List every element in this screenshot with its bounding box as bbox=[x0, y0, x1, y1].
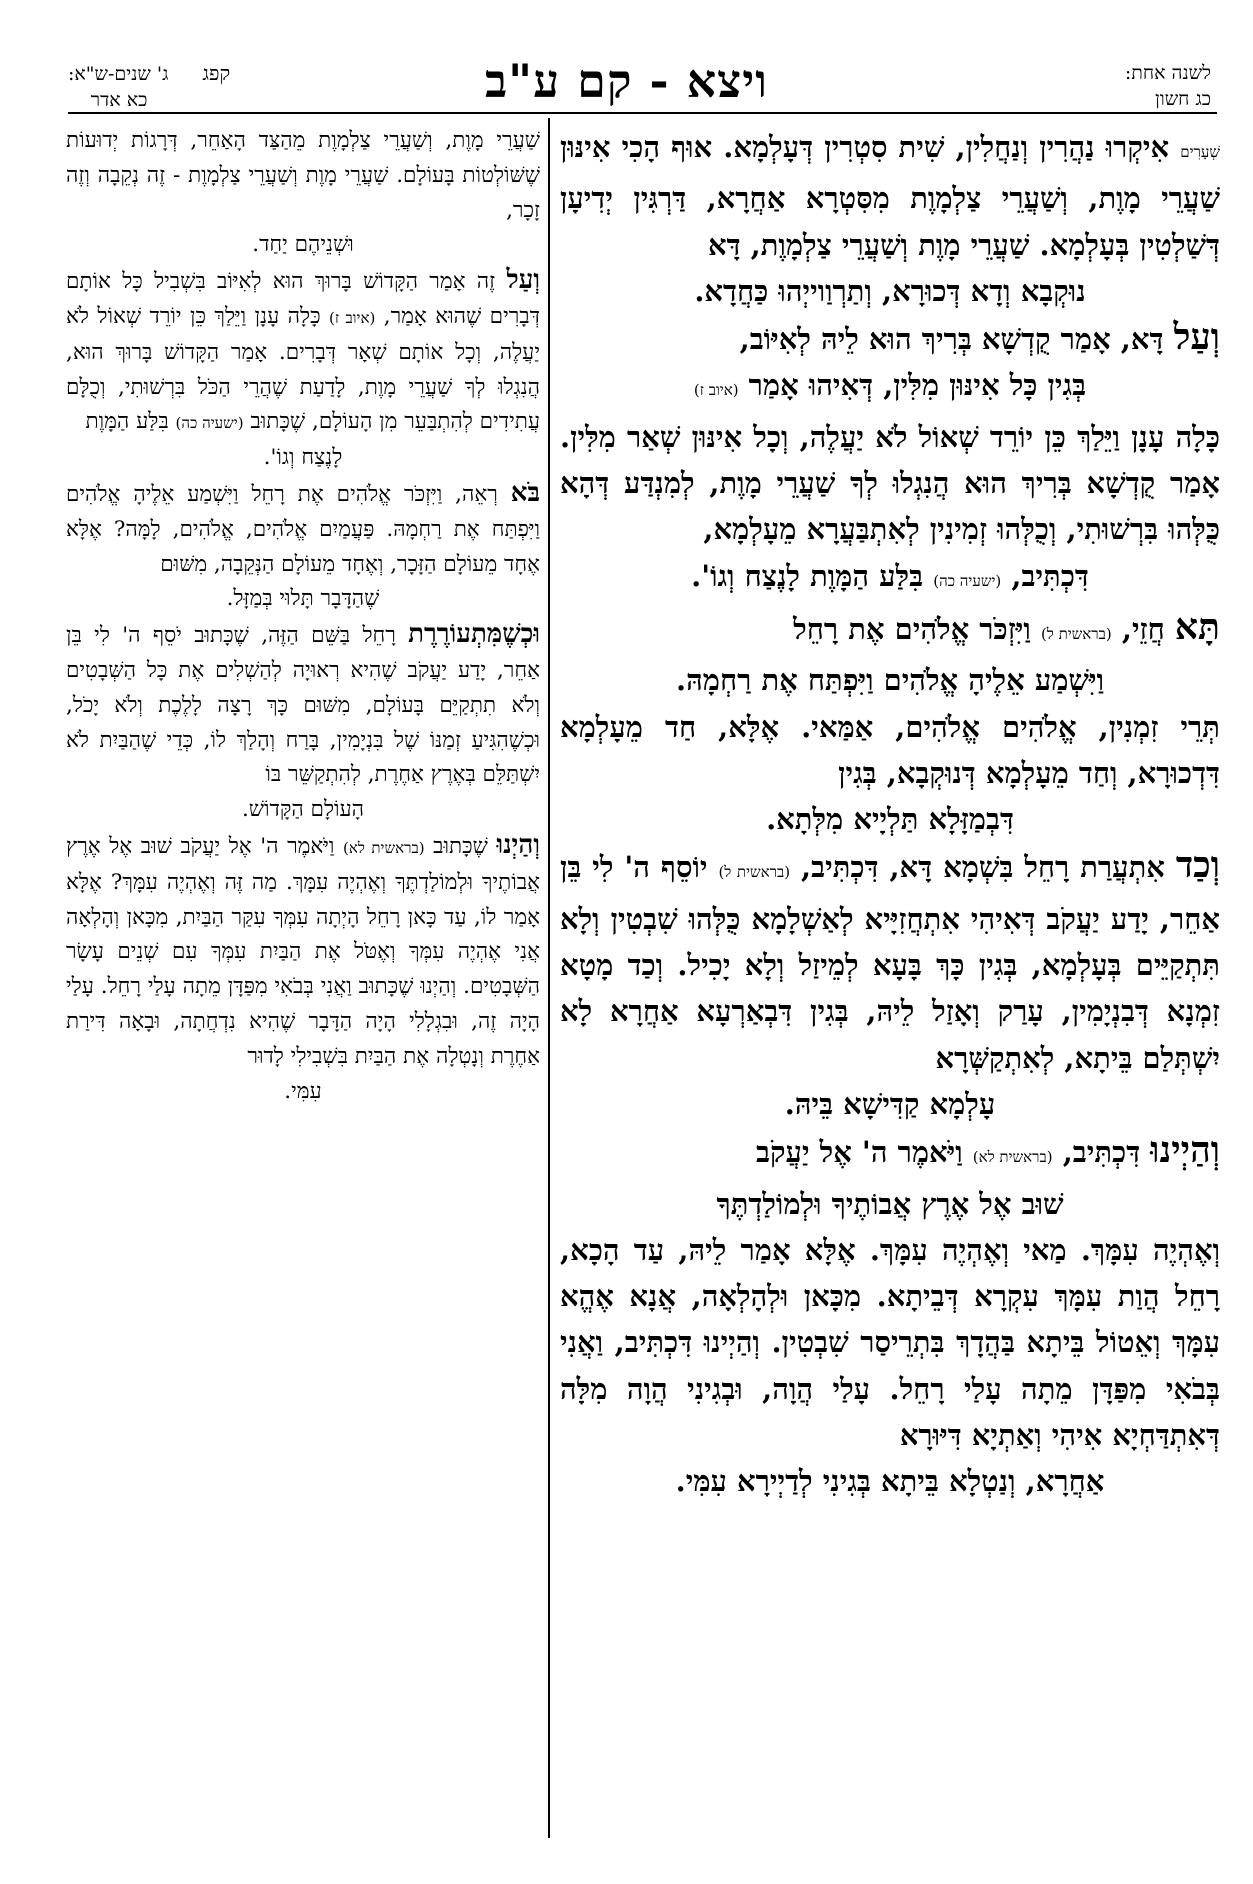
main-paragraph-4-end: עָלְמָא קַדִּישָׁא בֵּיהּ. bbox=[784, 1086, 996, 1121]
side-p3-text: רְאֵה, וַיִּזְכֹּר אֱלֹהִים אֶת רָחֵל וַיִּשְׁמַע אֵלֶיהָ אֱלֹהִים וַיִּפְתַּח אֶת רַחְמָהּ. פַּעֲמַיִם אֱלֹהִים, אֱלֹהִים, לָמָּה? אֶלָּא אֶחָד מֵעוֹלָם הַזָּכָר, וְאֶחָד מֵעוֹלָם הַנְּקֵבָה, מִשּׁוּם bbox=[66, 481, 540, 577]
source-citation: (בראשית לא) bbox=[343, 838, 425, 857]
main-p3-text1a: חֲזֵי, bbox=[1121, 611, 1165, 646]
main-paragraph-5 bbox=[560, 1127, 1220, 1180]
main-p1-text: אִיקְרוּ נַהֲרִין וְנַחֲלִין, שִׁית סִטְרִין דְּעָלְמָא. אוּף הָכִי אִינּוּן שַׁעֲרֵי מָוֶת, וְשַׁעֲרֵי צַלְמָוֶת מִסִּטְרָא אַחֲרָא, דַּרְגִּין יְדִיעָן דְּשַׁלְטִין בְּעָלְמָא. שַׁעֲרֵי מָוֶת וְשַׁעֲרֵי צַלְמָוֶת, דָּא bbox=[560, 130, 1220, 262]
opening-word: תָּא bbox=[1174, 605, 1220, 648]
header-cycle-three-years: ג' שנים-ש"א: bbox=[68, 63, 169, 85]
main-text-column bbox=[560, 124, 1220, 1505]
side-paragraph-3-end: שֶׁהַדָּבָר תָּלוּי בְּמַזָּל. bbox=[226, 586, 380, 612]
main-paragraph-3-end: דִּבְמַזָּלָא תַּלְיָיא מִלְּתָא. bbox=[766, 802, 1014, 837]
side-paragraph-1-end: וּשְׁנֵיהֶם יַחַד. bbox=[252, 232, 354, 258]
main-paragraph-2-line bbox=[560, 362, 1220, 413]
main-p3-text1b: וַיִּזְכֹּר אֱלֹהִים אֶת רָחֵל bbox=[793, 611, 1031, 646]
main-paragraph-3 bbox=[560, 604, 1220, 657]
header-cycle-one-year: לשנה אחת: bbox=[1124, 62, 1211, 84]
opening-word: בֹּא bbox=[510, 477, 540, 508]
source-citation: (ישעיה כה) bbox=[175, 414, 244, 433]
side-paragraph-4-end: הָעוֹלָם הַקָּדוֹשׁ. bbox=[241, 797, 365, 823]
side-paragraph-2-end: לָנֶצַח וְגוֹ'. bbox=[263, 445, 343, 471]
header-date-cheshvan: כג חשון bbox=[1155, 88, 1211, 110]
main-p2-text2: בְּגִין כָּל אִינּוּן מִלִּין, דְּאִיהוּ אָמַר bbox=[748, 368, 1087, 403]
opening-word: וְהַיְנוּ bbox=[496, 829, 540, 860]
opening-word: וְכַד bbox=[1175, 844, 1220, 887]
side-paragraph-2 bbox=[66, 263, 540, 441]
header-page-number: קפג bbox=[202, 61, 231, 85]
opening-word: וְעַל bbox=[1173, 316, 1220, 359]
main-paragraph-5-body: וְאֶהְיֶה עִמָּךְ. מַאי וְאֶהְיֶה עִמָּךְ. אֶלָּא אָמַר לֵיהּ, עַד הָכָא, רָחֵל הֲוַת עִמָּךְ עִקְרָא דְּבֵיתָא. מִכָּאן וּלְהָלְאָה, אֲנָא אֶהֱא עִמָּךְ וְאֵטוֹל בֵּיתָא בַּהֲדָךְ בִּתְרֵיסַר שִׁבְטִין. וְהַיְינוּ דִּכְתִּיב, וַאֲנִי בְּבֹאִי מִפַּדָּן מֵתָה עָלַי רָחֵל. עָלַי הֲוָה, וּבְגִינִי הֲוָה מִלָּה דְּאִתְדַּחְיָא אִיהִי וְאַתְיָא דִּיּוּרָא bbox=[560, 1232, 1220, 1453]
main-p2-text: דָּא, אָמַר קֻדְשָׁא בְּרִיךְ הוּא לֵיהּ לְאִיּוֹב, bbox=[739, 322, 1164, 357]
source-citation: (איוב ז) bbox=[693, 381, 739, 400]
source-citation: (בראשית לא) bbox=[972, 1148, 1053, 1167]
side-p2-text1b: כָּלָה עָנָן וַיֵּלַךְ כֵּן יוֹרֵד שְׁאוֹל לֹא יַעֲלֶה, וְכָל אוֹתָם שְׁאָר דְּבָרִים. אָמַר הַקָּדוֹשׁ בָּרוּךְ הוּא, הֲנִגְלוּ לְךָ שַׁעֲרֵי מָוֶת, לָדַעַת שֶׁהֲרֵי הַכֹּל בִּרְשׁוּתִי, וְכֻלָּם עֲתִידִים לְהִתְבַּעֵר מִן הָעוֹלָם, bbox=[66, 303, 540, 435]
opening-word: וְהַיְינוּ bbox=[1150, 1129, 1220, 1172]
main-p5-text1b: וַיֹּאמֶר ה' אֶל יַעֲקֹב bbox=[756, 1135, 963, 1170]
header-left bbox=[68, 60, 230, 113]
side-p4-text: רָחֵל בַּשֵּׁם הַזֶּה, שֶׁכָּתוּב יֹסֵף ה' לִי בֵּן אַחֵר, יָדַע יַעֲקֹב שֶׁהִיא רְאוּיָה לְהַשְׁלִים אֶת כָּל הַשְּׁבָטִים וְלֹא תִתְקַיֵּם בָּעוֹלָם, מִשּׁוּם כָּךְ רָצָה לָלֶכֶת וְלֹא יָכֹל, וּכְשֶׁהִגִּיעַ זְמַנּוֹ שֶׁל בִּנְיָמִין, בָּרַח וְהָלַךְ לוֹ, כְּדֵי שֶׁהַבַּיִת לֹא יִשְׁתַּלֵּם בְּאֶרֶץ אַחֶרֶת, לְהִתְקַשֵּׁר בּוֹ bbox=[66, 623, 540, 788]
page-header bbox=[0, 0, 1253, 118]
source-citation: (בראשית ל) bbox=[1040, 624, 1112, 643]
main-p4-text1: אִתְעֲרַת רָחֵל בִּשְׁמָא דָּא, דִּכְתִּיב, bbox=[801, 850, 1165, 885]
translation-column bbox=[66, 124, 540, 1109]
opening-word: וְעַל bbox=[506, 265, 540, 296]
main-paragraph-3-verse: וַיִּשְׁמַע אֵלֶיהָ אֱלֹהִים וַיִּפְתַּח אֶת רַחְמָהּ. bbox=[675, 663, 1104, 698]
side-paragraph-1: שַׁעֲרֵי מָוֶת, וְשַׁעֲרֵי צַלְמָוֶת מֵהַצַּד הָאַחֵר, דְּרָגוֹת יְדוּעוֹת שֶׁשּׁוֹלְטוֹת בָּעוֹלָם. שַׁעֲרֵי מָוֶת וְשַׁעֲרֵי צַלְמָוֶת - זֶה נְקֵבָה וְזֶה זָכָר, bbox=[66, 128, 540, 223]
main-paragraph-4 bbox=[560, 842, 1220, 1080]
side-p5-text1a: שֶׁכָּתוּב bbox=[433, 833, 488, 859]
column-divider bbox=[548, 118, 550, 1838]
main-p5-text1a: דִּכְתִּיב, bbox=[1062, 1135, 1141, 1170]
side-paragraph-4 bbox=[66, 617, 540, 793]
main-paragraph-5-end: אַחֲרָא, וְנַטְלָא בֵּיתָא בְּגִינִי לְדַיְירָא עִמִּי. bbox=[675, 1464, 1105, 1499]
main-paragraph-2-end bbox=[560, 553, 1220, 604]
opening-word: וּכְשֶׁמִּתְעוֹרֶרֶת bbox=[408, 619, 540, 650]
main-paragraph-3-body: תְּרֵי זִמְנִין, אֱלֹהִים אֱלֹהִים, אַמַּאי. אֶלָּא, חַד מֵעָלְמָא דִּדְכוּרָא, וְחַד מֵעָלְמָא דְּנוּקְבָא, בְּגִין bbox=[560, 709, 1220, 790]
header-date-adar: כא אדר bbox=[90, 89, 148, 111]
side-p2-text2b: בִּלַּע הַמָּוֶת bbox=[85, 409, 169, 435]
source-citation: (איוב ז) bbox=[329, 308, 376, 327]
source-citation: (ישעיה כה) bbox=[933, 571, 1002, 590]
side-paragraph-3 bbox=[66, 476, 540, 582]
source-citation: (בראשית ל) bbox=[718, 863, 791, 882]
header-right bbox=[1125, 60, 1211, 112]
main-p2-text4b: בִּלַּע הַמָּוֶת לָנֶצַח וְגוֹ'. bbox=[691, 558, 924, 593]
side-p5-text1b: וַיֹּאמֶר ה' אֶל יַעֲקֹב שׁוּב אֶל אֶרֶץ אֲבוֹתֶיךָ וּלְמוֹלַדְתֶּךָ וְאֶהְיֶה עִמָּךְ. מַה זֶּה וְאֶהְיֶה עִמָּךְ? אֶלָּא אָמַר לוֹ, עַד כָּאן רָחֵל הָיְתָה עִמְּךָ עִקַּר הַבַּיִת, מִכָּאן וְהָלְאָה אֲנִי אֶהְיֶה עִמְּךָ וְאֶטֹּל אֶת הַבַּיִת עִמְּךָ עִם שְׁנֵים עָשָׂר הַשְּׁבָטִים. וְהַיְנוּ שֶׁכָּתוּב וַאֲנִי בְּבֹאִי מִפַּדָּן מֵתָה עָלַי רָחֵל. עָלַי הָיָה זֶה, וּבִגְלָלִי הָיָה הַדָּבָר שֶׁהִיא נִדְחֲתָה, וּבָאָה דִּירַת אַחֶרֶת וְנָטְלָה אֶת הַבַּיִת בִּשְׁבִילִי לָדוּר bbox=[66, 833, 540, 1069]
side-paragraph-5 bbox=[66, 828, 540, 1075]
side-p2-text2a: שֶׁכָּתוּב bbox=[250, 409, 306, 435]
main-paragraph-5-verse: שׁוּב אֶל אֶרֶץ אֲבוֹתֶיךָ וּלְמוֹלַדְתֶּךָ bbox=[716, 1186, 1064, 1221]
main-paragraph-1-end: נוּקְבָא וְדָא דְּכוּרָא, וְתַרְוַוייְהוּ כַּחֲדָא. bbox=[694, 273, 1086, 308]
header-divider bbox=[68, 112, 1217, 114]
main-paragraph-2 bbox=[560, 314, 1220, 362]
side-paragraph-5-end: עִמִּי. bbox=[284, 1078, 322, 1104]
side-p2-text1a: זֶה אָמַר הַקָּדוֹשׁ בָּרוּךְ הוּא לְאִיּוֹב בִּשְׁבִיל כָּל אוֹתָם דְּבָרִים שֶׁהוּא אָמַר, bbox=[66, 269, 540, 329]
main-p2-text4a: דִּכְתִּיב, bbox=[1011, 558, 1089, 593]
main-paragraph-2-body: כָּלָה עָנָן וַיֵּלַךְ כֵּן יוֹרֵד שְׁאוֹל לֹא יַעֲלֶה, וְכָל אִינּוּן שְׁאַר מִלִּין. אָמַר קֻדְשָׁא בְּרִיךְ הוּא הֲנִגְלוּ לְךָ שַׁעֲרֵי מָוֶת, לְמִנְדַּע דְּהָא כֻּלְּהוּ בִּרְשׁוּתִי, וְכֻלְּהוּ זְמִינִין לְאִתְבַּעֲרָא מֵעָלְמָא, bbox=[560, 419, 1220, 547]
page-title: ויצא - קם ע"ב bbox=[484, 54, 769, 108]
margin-note: שְׁעָרִים bbox=[1180, 143, 1220, 161]
main-paragraph-1 bbox=[560, 124, 1220, 268]
main-p4-text2: יוֹסֵף ה' לִי בֵּן אַחֵר, יָדַע יַעֲקֹב דְּאִיהִי אִתְחֲזִיָּיא לְאַשְׁלָמָא כֻּלְּהוּ שִׁבְטִין וְלָא תִּתְקַיֵּים בְּעָלְמָא, בְּגִין כָּךְ בָּעָא לְמֵיזַל וְלָא יָכִיל. וְכַד מָטָא זִמְנָא דְּבִנְיָמִין, עָרַק וְאָזַל לֵיהּ, בְּגִין דִּבְאַרְעָא אַחֲרָא לָא יִשְׁתְּלַם בֵּיתָא, לְאִתְקַשְּׁרָא bbox=[560, 850, 1220, 1075]
